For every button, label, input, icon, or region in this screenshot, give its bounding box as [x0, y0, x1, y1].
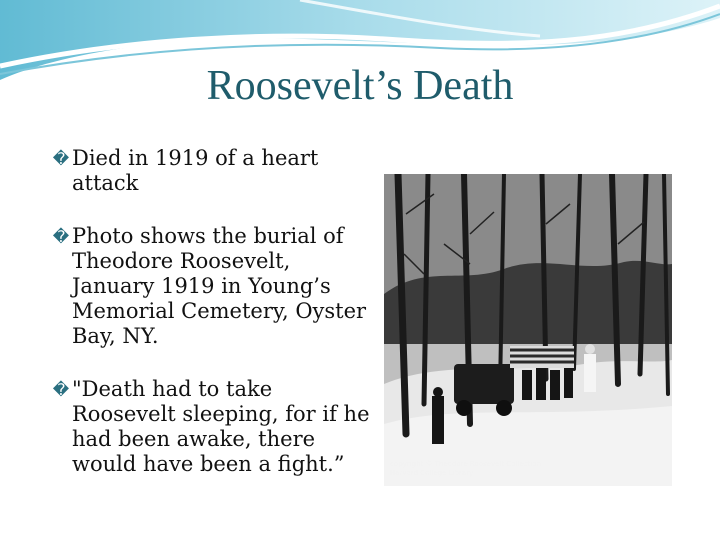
bullet-item-photo-description: [52, 224, 372, 349]
burial-photo: [384, 174, 672, 486]
slide-title: Roosevelt’s Death: [206, 63, 514, 109]
bullet-item-death-cause: [52, 146, 372, 196]
bullet-marker-icon: �: [52, 227, 70, 246]
bullet-list: [52, 146, 372, 477]
photo-caption: copyright © Theodore Roosevelt Collection Harvard College Library: [390, 460, 541, 477]
bullet-item-quote: [52, 377, 372, 477]
bullet-marker-icon: �: [52, 380, 70, 399]
bullet-text: "Death had to take Roosevelt sleeping, for if he had been awake, there would have been a fight.”: [72, 377, 370, 476]
bullet-marker-icon: �: [52, 149, 70, 168]
bullet-text: Photo shows the burial of Theodore Roosevelt, January 1919 in Young’s Memorial Cemetery, Oyster Bay, NY.: [72, 224, 367, 348]
bullet-text: Died in 1919 of a heart attack: [72, 146, 319, 195]
burial-photo-illustration: [384, 174, 672, 486]
